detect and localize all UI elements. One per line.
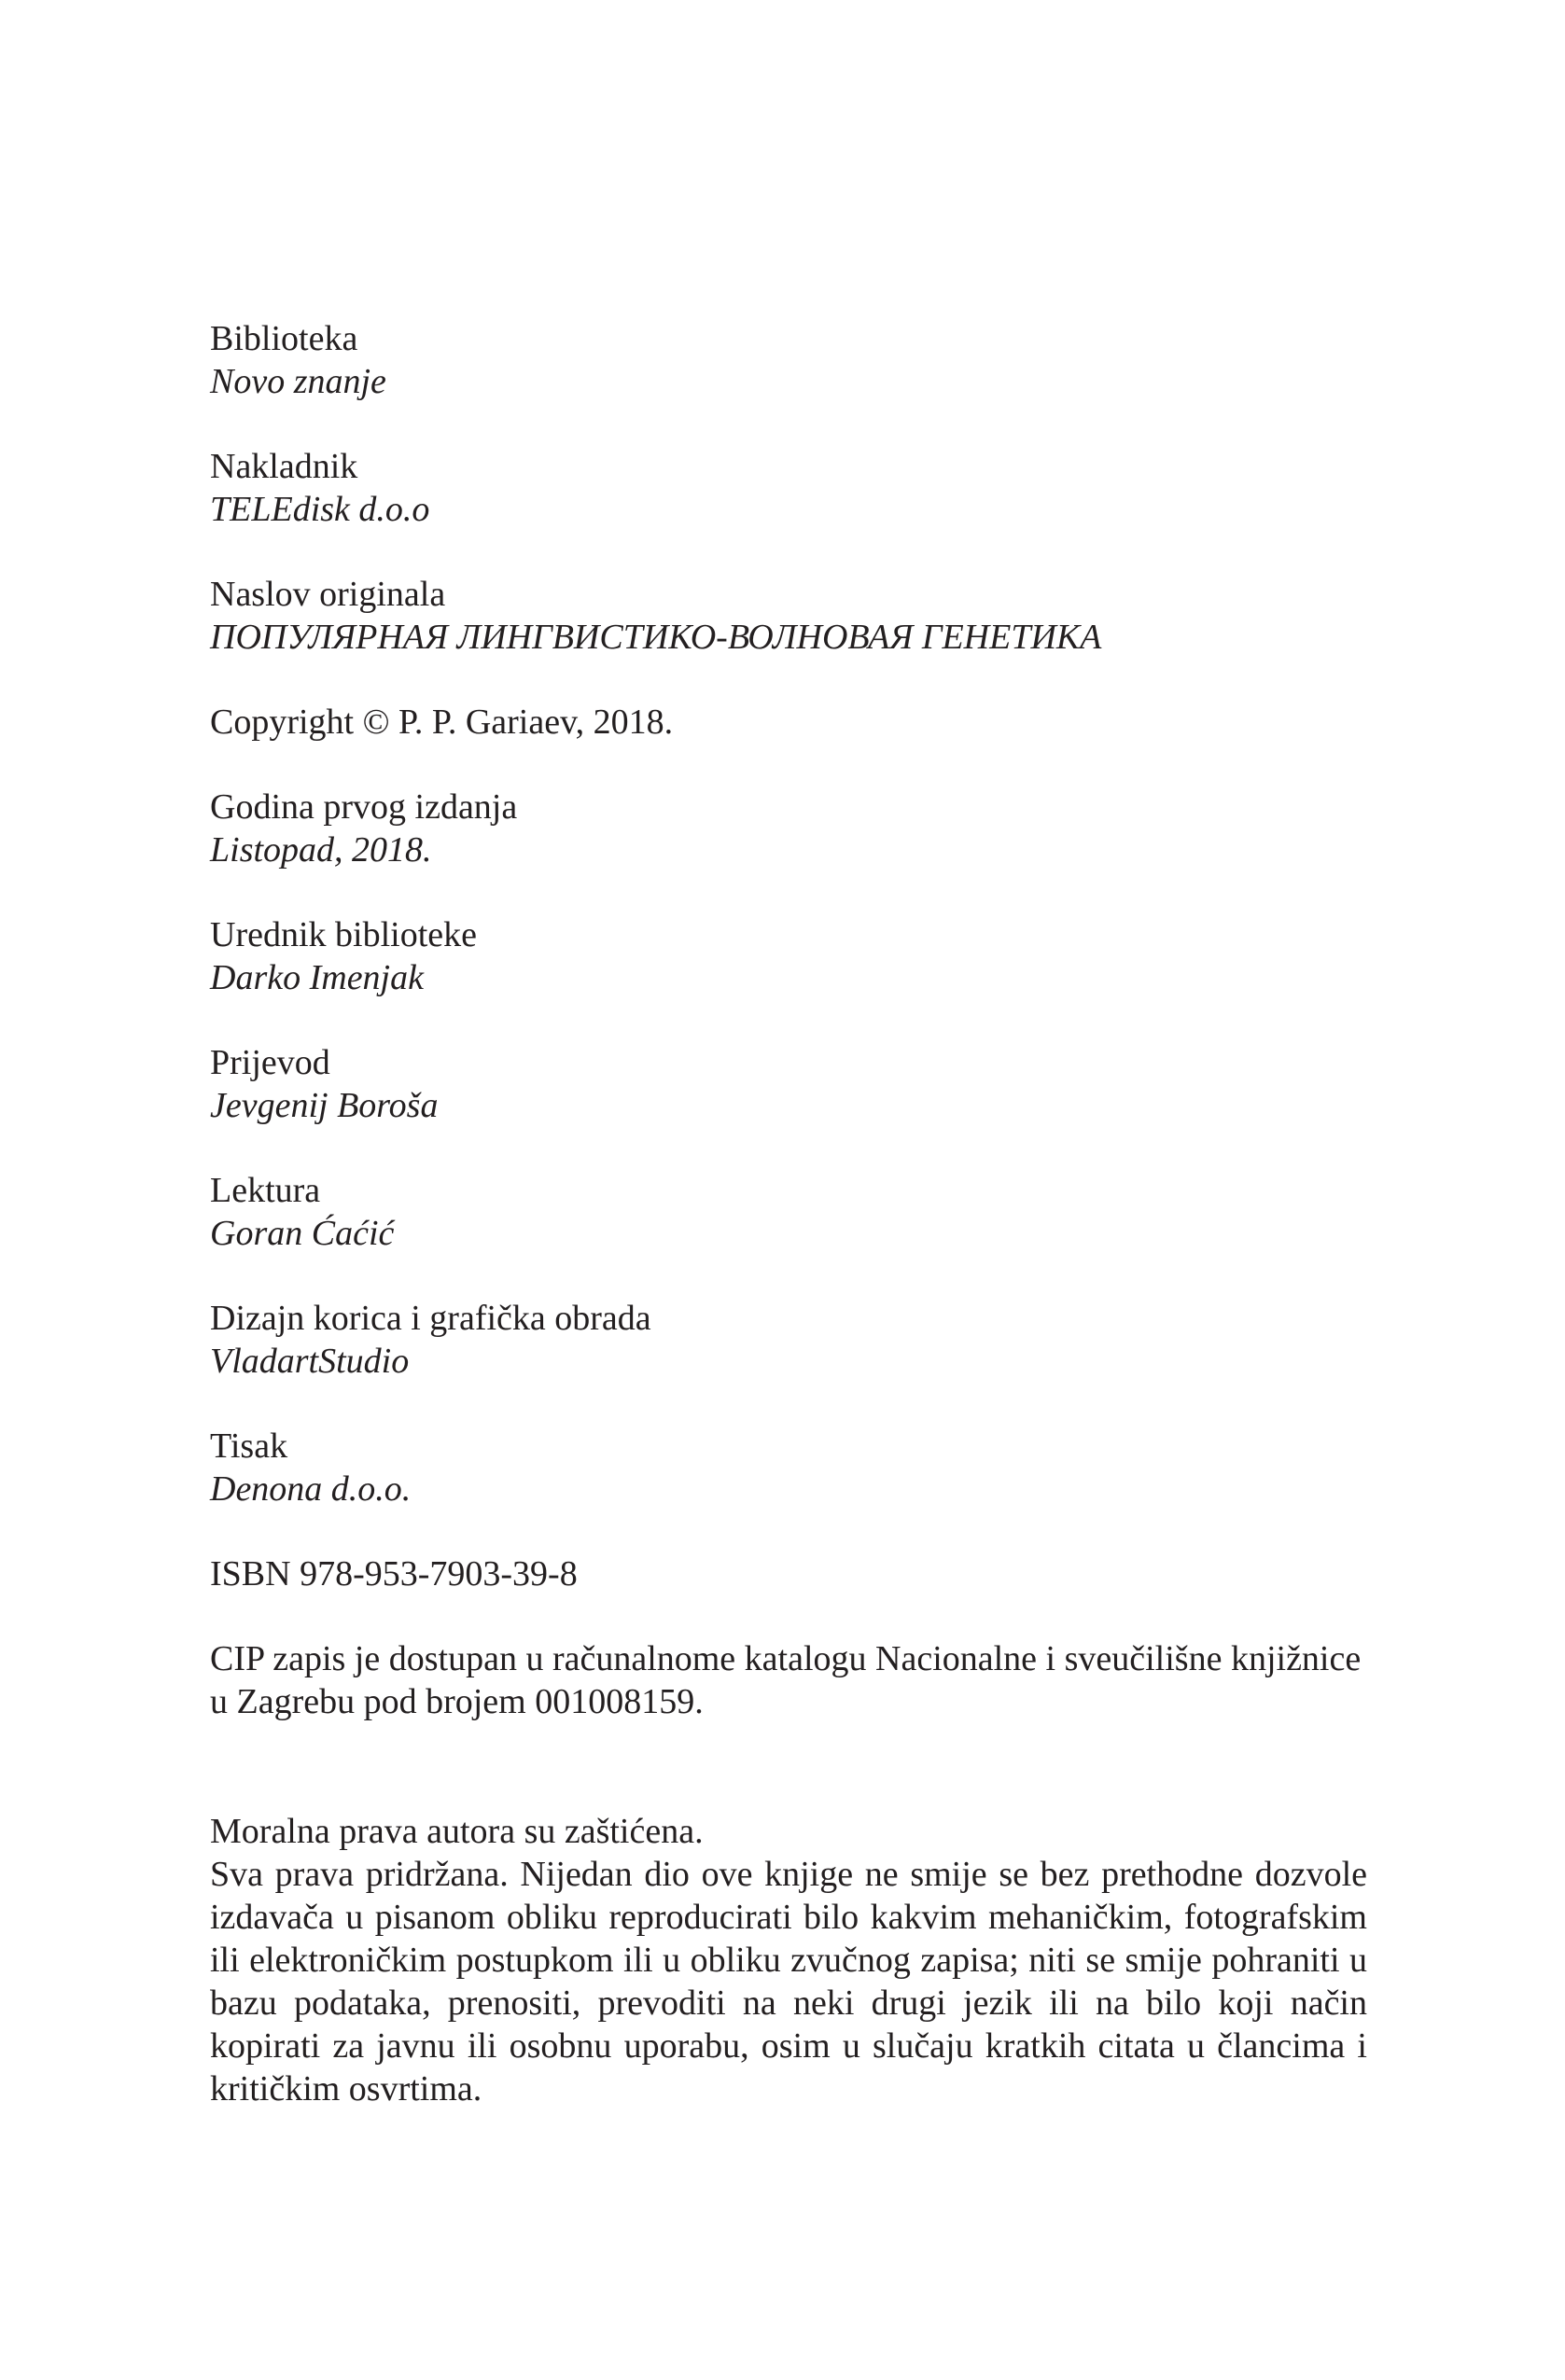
cover-design-label: Dizajn korica i grafička obrada — [210, 1299, 651, 1338]
library-editor-entry — [210, 913, 1367, 999]
publisher-entry — [210, 445, 1367, 531]
first-edition-value: Listopad, 2018. — [210, 830, 432, 870]
print-label: Tisak — [210, 1427, 288, 1466]
proofreading-value: Goran Ćaćić — [210, 1214, 395, 1253]
isbn-line: ISBN 978-953-7903-39-8 — [210, 1554, 578, 1594]
copyright-line: Copyright © P. P. Gariaev, 2018. — [210, 703, 674, 742]
cover-design-entry — [210, 1297, 1367, 1383]
publisher-label: Nakladnik — [210, 447, 358, 486]
rights-notice — [210, 1810, 1367, 2110]
library-label: Biblioteka — [210, 319, 358, 358]
print-entry — [210, 1425, 1367, 1510]
translation-label: Prijevod — [210, 1043, 330, 1082]
cover-design-value: VladartStudio — [210, 1342, 410, 1381]
original-title-value: ПОПУЛЯРНАЯ ЛИНГВИСТИКО-ВОЛНОВАЯ ГЕНЕТИКА — [210, 618, 1102, 657]
library-entry — [210, 317, 1367, 403]
original-title-label: Naslov originala — [210, 575, 446, 614]
cip-record: CIP zapis je dostupan u računalnome katalogu Nacionalne i sveučilišne knjižnice u Zagrebu pod brojem 001008159. — [210, 1639, 1362, 1721]
proofreading-entry — [210, 1169, 1367, 1255]
colophon-page — [210, 317, 1367, 2110]
library-value: Novo znanje — [210, 362, 386, 401]
publisher-value: TELEdisk d.o.o — [210, 490, 430, 529]
first-edition-label: Godina prvog izdanja — [210, 787, 518, 827]
all-rights-reserved-paragraph: Sva prava pridržana. Nijedan dio ove knjige ne smije se bez prethodne dozvole izdavača u pisanom obliku reproducirati bilo kakvim mehaničkim, fotografskim ili elektroničkim postupkom ili u obliku zvučnog zapisa; niti se smije pohraniti u bazu podataka, prenositi, prevoditi na neki drugi jezik ili na bilo koji način kopirati za javnu ili osobnu uporabu, osim u slučaju kratkih citata u člancima i kritičkim osvrtima. — [210, 1855, 1367, 2109]
first-edition-entry — [210, 786, 1367, 871]
print-value: Denona d.o.o. — [210, 1469, 412, 1509]
moral-rights-line: Moralna prava autora su zaštićena. — [210, 1812, 704, 1851]
translation-entry — [210, 1041, 1367, 1127]
library-editor-value: Darko Imenjak — [210, 958, 424, 997]
original-title-entry — [210, 573, 1367, 659]
library-editor-label: Urednik biblioteke — [210, 915, 477, 954]
translation-value: Jevgenij Boroša — [210, 1086, 439, 1125]
proofreading-label: Lektura — [210, 1171, 321, 1210]
